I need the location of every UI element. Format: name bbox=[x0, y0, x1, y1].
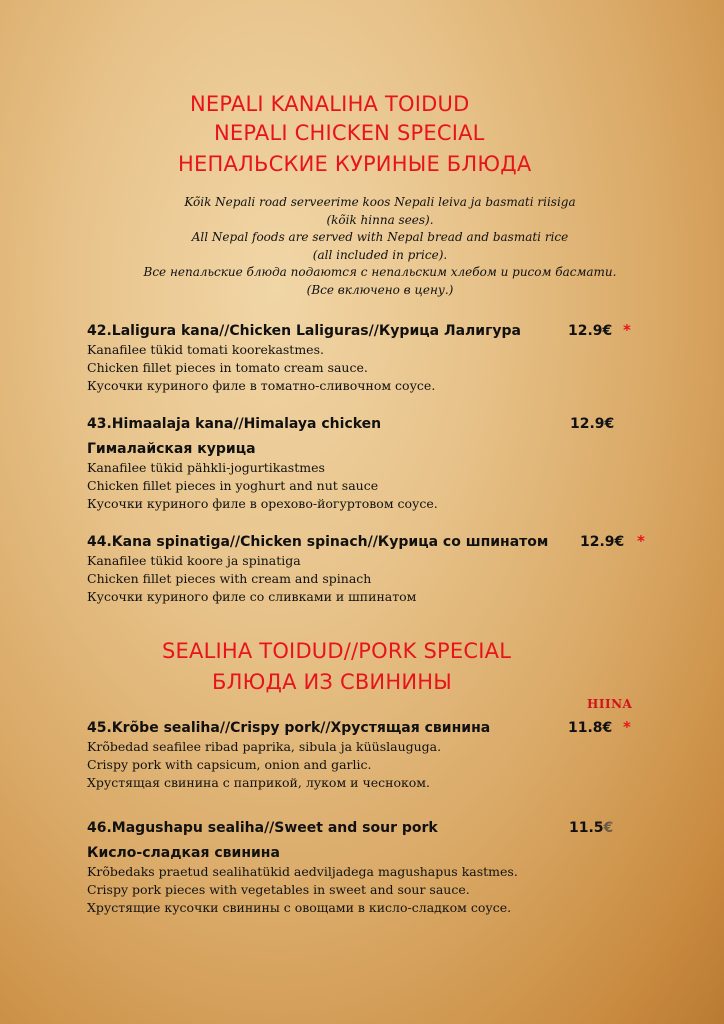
dish-description-et: Kanafilee tükid pähkli-jogurtikastmes bbox=[87, 460, 325, 475]
pork-heading-2: БЛЮДА ИЗ СВИНИНЫ bbox=[212, 670, 452, 694]
menu-item-43 bbox=[87, 414, 687, 513]
intro-line: (Все включено в цену.) bbox=[306, 282, 454, 297]
dish-price: 12.9€ bbox=[568, 323, 613, 339]
cuisine-tag-label: HIINA bbox=[587, 697, 633, 711]
chicken-heading-en: NEPALI CHICKEN SPECIAL bbox=[214, 121, 485, 145]
dish-description-en: Crispy pork pieces with vegetables in sweet and sour sauce. bbox=[87, 882, 470, 897]
dish-name: 46.Magushapu sealiha//Sweet and sour pork bbox=[87, 820, 438, 836]
dish-description-ru: Хрустящие кусочки свинины с овощами в кисло-сладком соусе. bbox=[87, 900, 512, 915]
dish-price: 11.8€ bbox=[568, 720, 613, 736]
intro-line: Kõik Nepali road serveerime koos Nepali leiva ja basmati riisiga bbox=[184, 195, 576, 209]
intro-note bbox=[100, 194, 660, 300]
chicken-heading-ru: НЕПАЛЬСКИЕ КУРИНЫЕ БЛЮДА bbox=[178, 152, 532, 176]
dish-name: 44.Kana spinatiga//Chicken spinach//Курица со шпинатом bbox=[87, 534, 549, 550]
dish-price: 12.9€ bbox=[580, 534, 625, 550]
dish-name: 43.Himaalaja kana//Himalaya chicken bbox=[87, 416, 382, 432]
dish-description-ru: Кусочки куриного филе в орехово-йогуртовом соусе. bbox=[87, 496, 438, 511]
dish-subtitle-ru: Гималайская курица bbox=[87, 441, 256, 457]
dish-description-et: Krõbedad seafilee ribad paprika, sibula ja küüslauguga. bbox=[87, 739, 442, 754]
dish-description-en: Crispy pork with capsicum, onion and garlic. bbox=[87, 757, 372, 772]
dish-subtitle-ru: Кисло-сладкая свинина bbox=[87, 845, 280, 861]
dish-description-et: Kanafilee tükid tomati koorekastmes. bbox=[87, 342, 324, 357]
dish-price: 12.9€ bbox=[570, 416, 615, 432]
dish-price bbox=[569, 818, 613, 838]
pork-heading-1: SEALIHA TOIDUD//PORK SPECIAL bbox=[162, 639, 512, 663]
dish-title-row bbox=[87, 321, 687, 341]
spicy-star-icon: * bbox=[623, 321, 631, 339]
dish-title-row bbox=[87, 718, 687, 738]
intro-line: All Nepal foods are served with Nepal bread and basmati rice bbox=[191, 230, 569, 245]
dish-description-en: Chicken fillet pieces with cream and spinach bbox=[87, 571, 372, 586]
dish-title-row bbox=[87, 818, 687, 838]
dish-description-ru: Хрустящая свинина с паприкой, луком и чесноком. bbox=[87, 775, 431, 790]
menu-item-46 bbox=[87, 818, 687, 917]
spicy-star-icon: * bbox=[637, 532, 645, 550]
menu-item-45 bbox=[87, 718, 687, 792]
spicy-star-icon: * bbox=[623, 718, 631, 736]
dish-title-row bbox=[87, 414, 687, 434]
menu-item-44 bbox=[87, 532, 687, 606]
intro-line: (all included in price). bbox=[312, 247, 448, 262]
dish-description-ru: Кусочки куриного филе в томатно-сливочном соусе. bbox=[87, 378, 436, 393]
price-currency: € bbox=[603, 820, 614, 836]
intro-line: (kõik hinna sees). bbox=[326, 212, 434, 227]
dish-name: 42.Laligura kana//Chicken Laliguras//Курица Лалигура bbox=[87, 323, 521, 339]
dish-description-ru: Кусочки куриного филе со сливками и шпинатом bbox=[87, 589, 417, 604]
dish-description-en: Chicken fillet pieces in yoghurt and nut sauce bbox=[87, 478, 379, 493]
dish-description-et: Krõbedaks praetud sealihatükid aedviljadega magushapus kastmes. bbox=[87, 864, 518, 879]
intro-line: Все непальские блюда подаются с непальским хлебом и рисом басмати. bbox=[143, 265, 617, 280]
chicken-heading-et: NEPALI KANALIHA TOIDUD bbox=[190, 92, 470, 116]
dish-description-en: Chicken fillet pieces in tomato cream sauce. bbox=[87, 360, 368, 375]
dish-name: 45.Krõbe sealiha//Crispy pork//Хрустящая свинина bbox=[87, 720, 491, 736]
dish-title-row bbox=[87, 532, 687, 552]
menu-item-42 bbox=[87, 321, 687, 395]
price-amount: 11.5 bbox=[569, 820, 604, 836]
dish-description-et: Kanafilee tükid koore ja spinatiga bbox=[87, 553, 301, 568]
